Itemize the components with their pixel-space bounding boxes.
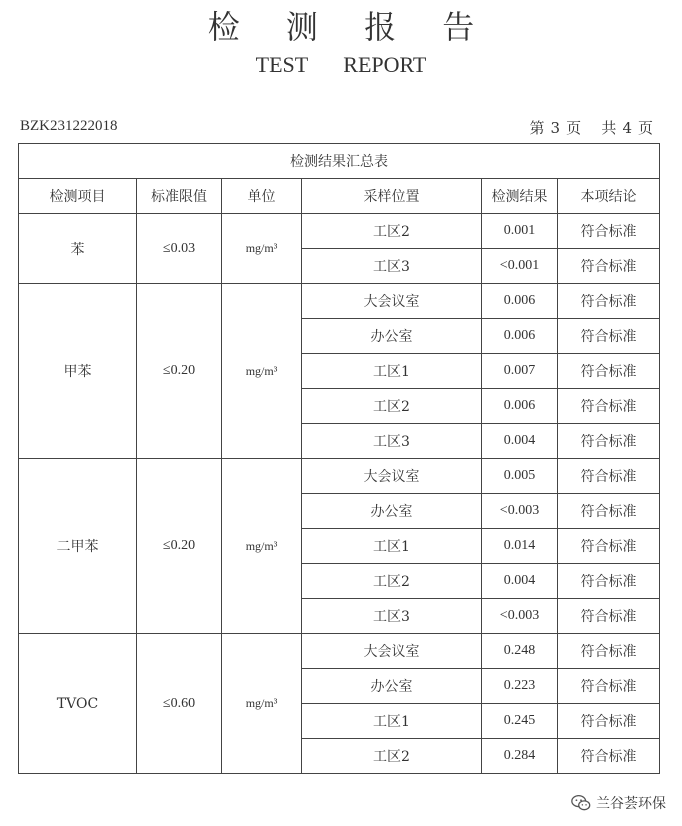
conclusion-cell: 符合标准 <box>558 704 660 739</box>
result-cell: 0.006 <box>482 284 558 319</box>
page-unit: 页 <box>566 119 582 137</box>
location-cell: 大会议室 <box>302 284 482 319</box>
location-cell: 工区3 <box>302 249 482 284</box>
result-cell: 0.004 <box>482 564 558 599</box>
location-cell: 工区2 <box>302 739 482 774</box>
item-cell: 苯 <box>19 214 137 284</box>
result-cell: <0.001 <box>482 249 558 284</box>
conclusion-cell: 符合标准 <box>558 564 660 599</box>
table-header-row <box>19 179 660 214</box>
result-cell: 0.006 <box>482 389 558 424</box>
location-cell: 办公室 <box>302 319 482 354</box>
page-current: 3 <box>550 119 561 137</box>
conclusion-cell: 符合标准 <box>558 529 660 564</box>
conclusion-cell: 符合标准 <box>558 319 660 354</box>
limit-cell: ≤0.20 <box>137 459 222 634</box>
conclusion-cell: 符合标准 <box>558 214 660 249</box>
location-cell: 工区1 <box>302 354 482 389</box>
conclusion-cell: 符合标准 <box>558 389 660 424</box>
location-cell: 工区1 <box>302 704 482 739</box>
result-cell: 0.007 <box>482 354 558 389</box>
item-cell: 甲苯 <box>19 284 137 459</box>
conclusion-cell: 符合标准 <box>558 354 660 389</box>
location-cell: 工区2 <box>302 214 482 249</box>
conclusion-cell: 符合标准 <box>558 494 660 529</box>
conclusion-cell: 符合标准 <box>558 249 660 284</box>
table-row <box>19 459 660 494</box>
report-title-en: TEST REPORT <box>255 52 427 77</box>
location-cell: 工区3 <box>302 424 482 459</box>
unit-cell: mg/m³ <box>222 284 302 459</box>
header-limit: 标准限值 <box>137 179 222 214</box>
conclusion-cell: 符合标准 <box>558 459 660 494</box>
unit-cell: mg/m³ <box>222 459 302 634</box>
limit-cell: ≤0.60 <box>137 634 222 774</box>
header-location: 采样位置 <box>302 179 482 214</box>
result-cell: 0.001 <box>482 214 558 249</box>
conclusion-cell: 符合标准 <box>558 599 660 634</box>
table-caption: 检测结果汇总表 <box>19 144 660 179</box>
result-cell: 0.284 <box>482 739 558 774</box>
location-cell: 办公室 <box>302 494 482 529</box>
result-cell: 0.248 <box>482 634 558 669</box>
conclusion-cell: 符合标准 <box>558 424 660 459</box>
item-cell: TVOC <box>19 634 137 774</box>
result-cell: 0.005 <box>482 459 558 494</box>
page-total: 4 <box>622 119 632 137</box>
page-total-unit: 页 <box>637 119 653 137</box>
result-cell: 0.245 <box>482 704 558 739</box>
table-row <box>19 214 660 249</box>
page-prefix: 第 <box>529 119 545 137</box>
results-table <box>18 143 660 774</box>
result-cell: 0.006 <box>482 319 558 354</box>
header-item: 检测项目 <box>19 179 137 214</box>
table-row <box>19 634 660 669</box>
wechat-icon <box>570 792 592 814</box>
result-cell: 0.004 <box>482 424 558 459</box>
header-unit: 单位 <box>222 179 302 214</box>
item-cell: 二甲苯 <box>19 459 137 634</box>
unit-cell: mg/m³ <box>222 214 302 284</box>
result-cell: <0.003 <box>482 599 558 634</box>
result-cell: 0.014 <box>482 529 558 564</box>
conclusion-cell: 符合标准 <box>558 739 660 774</box>
report-number: BZK231222018 <box>20 118 118 134</box>
conclusion-cell: 符合标准 <box>558 284 660 319</box>
location-cell: 办公室 <box>302 669 482 704</box>
result-cell: 0.223 <box>482 669 558 704</box>
table-row <box>19 284 660 319</box>
report-title-cn: 检 测 报 告 <box>207 8 493 46</box>
page-total-prefix: 共 <box>601 119 617 137</box>
limit-cell: ≤0.03 <box>137 214 222 284</box>
account-watermark <box>566 790 670 816</box>
result-cell: <0.003 <box>482 494 558 529</box>
table-caption-row <box>19 144 660 179</box>
page-info <box>527 117 656 138</box>
location-cell: 工区1 <box>302 529 482 564</box>
location-cell: 工区2 <box>302 564 482 599</box>
unit-cell: mg/m³ <box>222 634 302 774</box>
location-cell: 大会议室 <box>302 459 482 494</box>
conclusion-cell: 符合标准 <box>558 669 660 704</box>
header-conclusion: 本项结论 <box>558 179 660 214</box>
location-cell: 大会议室 <box>302 634 482 669</box>
location-cell: 工区3 <box>302 599 482 634</box>
watermark-text: 兰谷荟环保 <box>596 796 666 812</box>
header-result: 检测结果 <box>482 179 558 214</box>
location-cell: 工区2 <box>302 389 482 424</box>
conclusion-cell: 符合标准 <box>558 634 660 669</box>
limit-cell: ≤0.20 <box>137 284 222 459</box>
